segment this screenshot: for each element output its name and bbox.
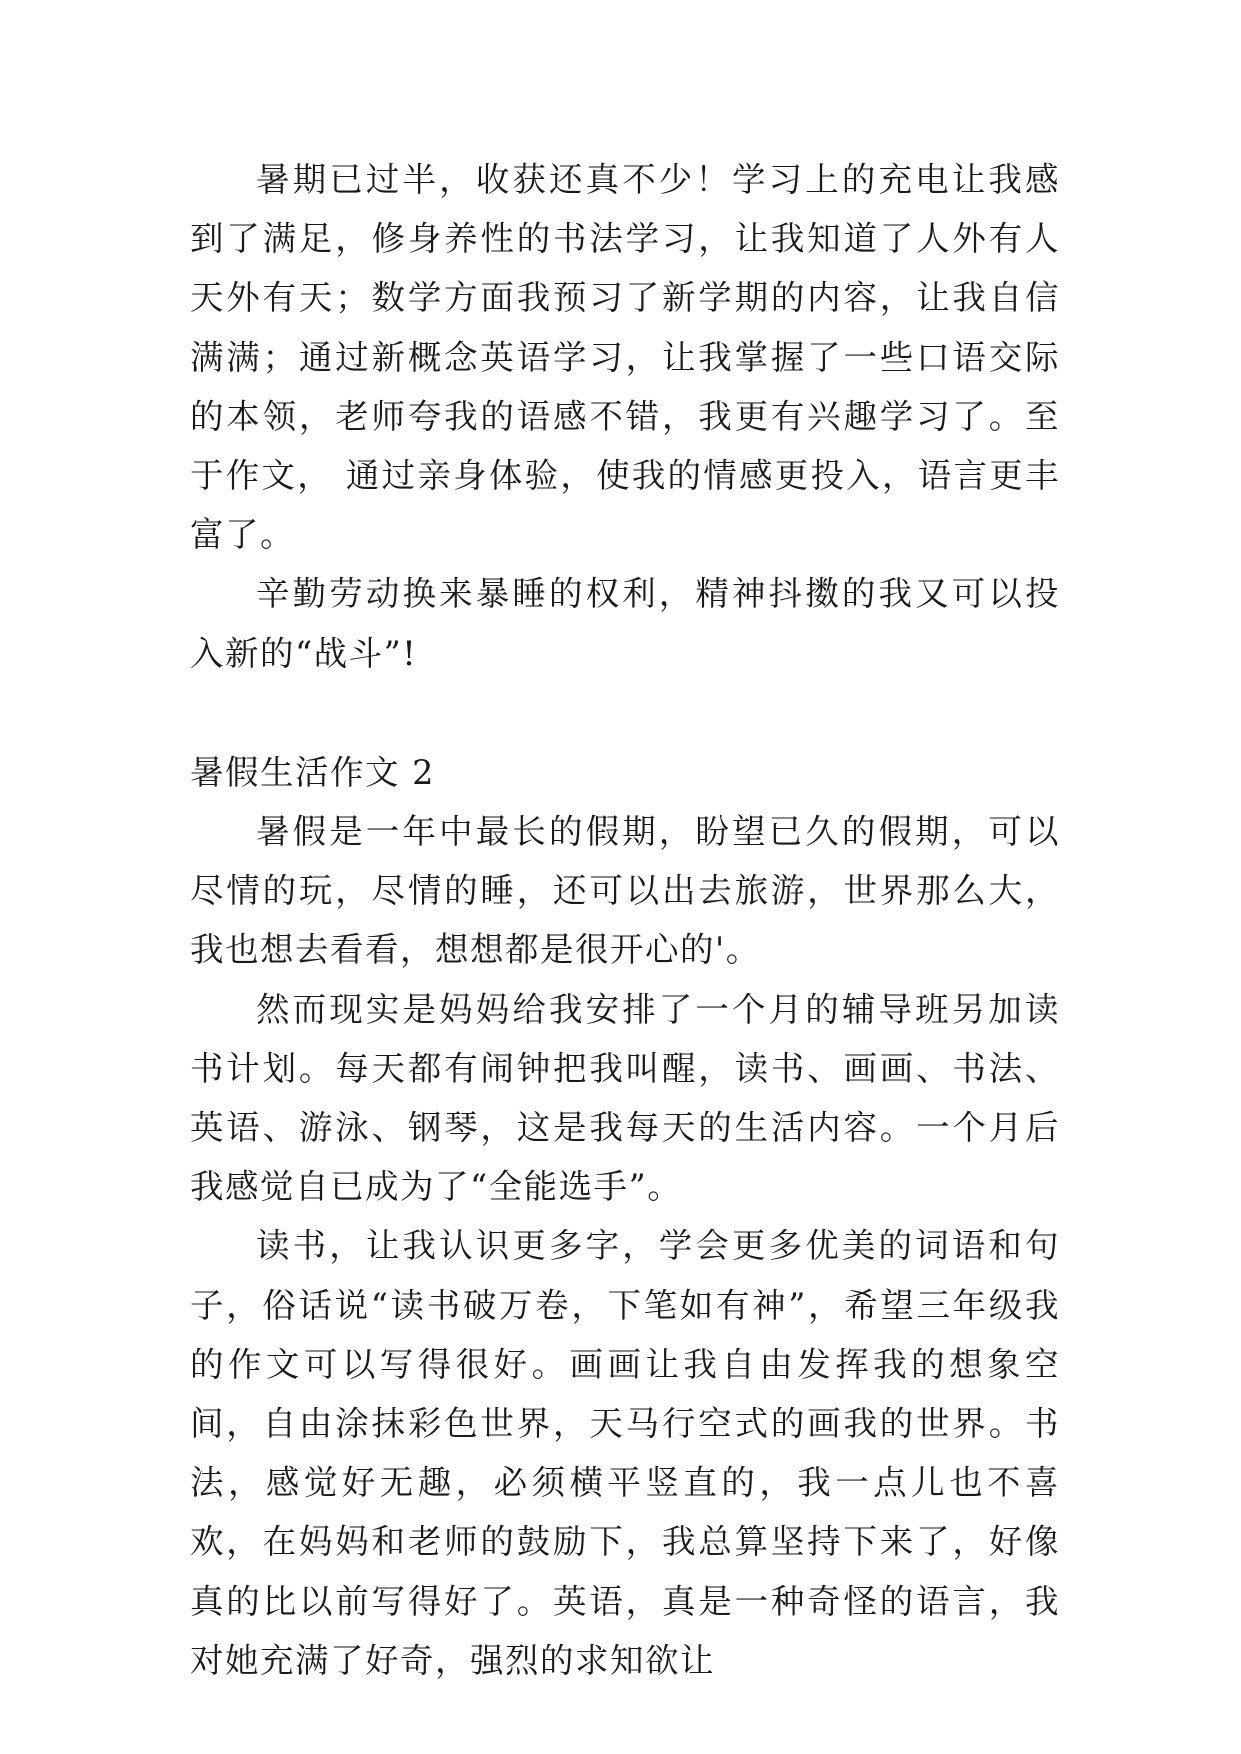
paragraph-summer-gains: 暑期已过半，收获还真不少！学习上的充电让我感到了满足，修身养性的书法学习，让我知道了人外有人天外有天；数学方面我预习了新学期的内容，让我自信满满；通过新概念英语学习，让我掌握了一些口语交际的本领，老师夸我的语感不错，我更有兴趣学习了。至于作文， 通过亲身体验，使我的情感更投入，语言更丰富了。	[190, 160, 1060, 555]
paragraph-reading-drawing: 读书，让我认识更多字，学会更多优美的词语和句子，俗话说“读书破万卷，下笔如有神”，希望三年级我的作文可以写得很好。画画让我自由发挥我的想象空间，自由涂抹彩色世界，天马行空式的画我的世界。书法，感觉好无趣，必须横平竖直的，我一点儿也不喜欢，在妈妈和老师的鼓励下，我总算坚持下来了，好像真的比以前写得好了。英语，真是一种奇怪的语言，我对她充满了好奇，强烈的求知欲让	[190, 1226, 1060, 1680]
document-body	[190, 150, 1060, 1690]
paragraph-reality-schedule: 然而现实是妈妈给我安排了一个月的辅导班另加读书计划。每天都有闹钟把我叫醒，读书、画画、书法、英语、游泳、钢琴，这是我每天的生活内容。一个月后我感觉自已成为了“全能选手”。	[190, 989, 1060, 1207]
paragraph-new-battle: 辛勤劳动换来暴睡的权利，精神抖擞的我又可以投入新的“战斗”!	[190, 574, 1060, 673]
essay-title: 暑假生活作文 2	[190, 752, 435, 792]
paragraph-longest-holiday: 暑假是一年中最长的假期，盼望已久的假期，可以尽情的玩，尽情的睡，还可以出去旅游，世界那么大，我也想去看看，想想都是很开心的'。	[190, 812, 1060, 970]
